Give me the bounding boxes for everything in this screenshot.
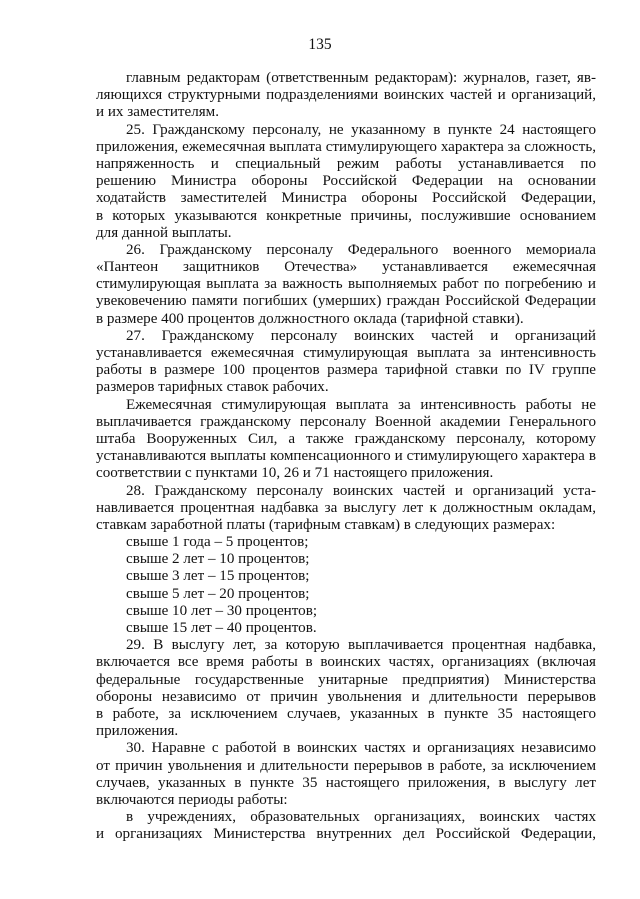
text-line: федеральные государственные унитарные предприятия) Министерства [96, 671, 596, 688]
text-line: навливается процентная надбавка за выслугу лет к должностным окладам, [96, 499, 596, 516]
text-line: 30. Наравне с работой в воинских частях и организациях независимо [126, 740, 596, 757]
text-line: и организациях Министерства внутренних дел Российской Федерации, [96, 826, 596, 843]
text-line: устанавливается ежемесячная стимулирующая выплата за интенсивность [96, 345, 596, 361]
text-line: свыше 15 лет – 40 процентов. [126, 620, 317, 636]
text-line: ляющихся структурными подразделениями воинских частей и организаций, [96, 87, 596, 104]
text-line: для данной выплаты. [96, 224, 232, 241]
text-line: и их заместителям. [96, 104, 220, 121]
text-line: приложения. [96, 723, 179, 740]
text-line: 28. Гражданскому персоналу воинских частей и организаций уста- [126, 482, 596, 499]
text-line: главным редакторам (ответственным редакторам): журналов, газет, яв- [126, 70, 596, 86]
text-line: увековечению памяти погибших (умерших) граждан Российской Федерации [96, 293, 596, 310]
text-line: размеров тарифных ставок рабочих. [96, 379, 329, 396]
text-line: ходатайств заместителей Министра обороны Российской Федерации, [96, 190, 596, 207]
text-line: стимулирующая выплата за важность выполняемых работ по погребению и [96, 276, 596, 293]
text-line: случаев, указанных в пункте 35 настоящего приложения, в выслугу лет [96, 774, 596, 791]
text-line: Ежемесячная стимулирующая выплата за интенсивность работы не [126, 396, 596, 413]
text-line: в учреждениях, образовательных организациях, воинских частях [126, 809, 596, 826]
text-line: свыше 1 года – 5 процентов; [126, 534, 309, 551]
text-line: 29. В выслугу лет, за которую выплачивается процентная надбавка, [126, 637, 596, 654]
text-line: напряженность и специальный режим работы устанавливается по [96, 155, 596, 172]
document-body [96, 70, 596, 843]
text-line: 25. Гражданскому персоналу, не указанному в пункте 24 настоящего [126, 121, 596, 138]
text-line: 27. Гражданскому персоналу воинских частей и организаций [126, 327, 596, 344]
text-line: «Пантеон защитников Отечества» устанавливается ежемесячная [96, 259, 596, 276]
text-line: в работе, за исключением случаев, указанных в пункте 35 настоящего [96, 705, 596, 722]
text-line: включаются периоды работы: [96, 791, 288, 808]
text-line: устанавливаются выплаты компенсационного и стимулирующего характера в [96, 448, 596, 465]
text-line: свыше 2 лет – 10 процентов; [126, 551, 310, 568]
page-number: 135 [308, 36, 332, 53]
text-line: соответствии с пунктами 10, 26 и 71 настоящего приложения. [96, 465, 494, 482]
text-line: обороны независимо от причин увольнения и длительности перерывов [96, 688, 596, 705]
text-line: решению Министра обороны Российской Федерации на основании [96, 173, 596, 190]
text-line: 26. Гражданскому персоналу Федерального военного мемориала [126, 241, 596, 258]
text-line: в размере 400 процентов должностного оклада (тарифной ставки). [96, 310, 524, 327]
text-line: свыше 5 лет – 20 процентов; [126, 585, 310, 602]
text-line: ставкам заработной платы (тарифным ставкам) в следующих размерах: [96, 516, 556, 533]
text-line: включается все время работы в воинских частях, организациях (включая [96, 654, 596, 671]
text-line: выплачивается гражданскому персоналу Военной академии Генерального [96, 413, 596, 430]
text-line: в которых указываются конкретные причины, послужившие основанием [96, 207, 596, 224]
text-line: от причин увольнения и длительности перерывов в работе, за исключением [96, 757, 596, 774]
text-line: штаба Вооруженных Сил, а также гражданскому персоналу, которому [96, 430, 596, 447]
text-line: свыше 10 лет – 30 процентов; [126, 602, 318, 619]
text-line: свыше 3 лет – 15 процентов; [126, 568, 310, 585]
text-line: приложения, ежемесячная выплата стимулирующего характера за сложность, [96, 138, 596, 155]
text-line: работы в размере 100 процентов размера тарифной ставки по IV группе [96, 362, 596, 379]
